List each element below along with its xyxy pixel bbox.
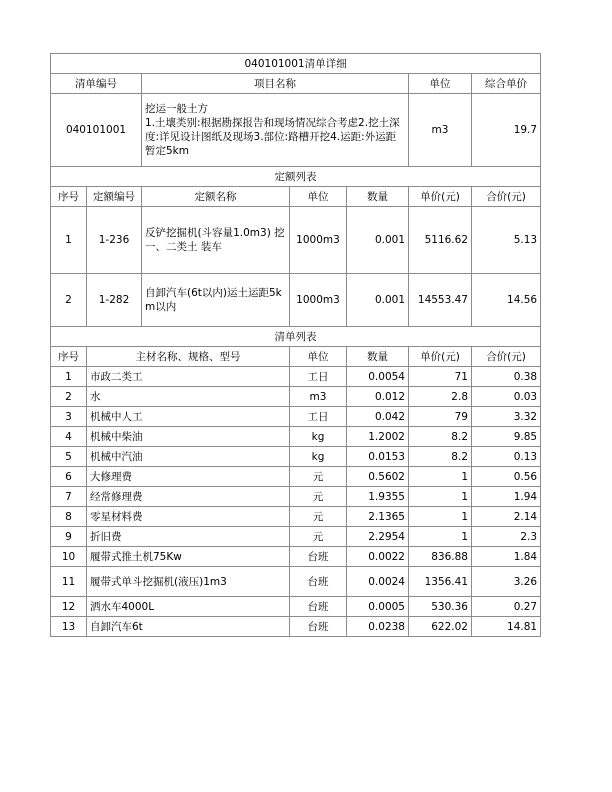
material-seq: 12 — [51, 597, 87, 617]
material-unit-price: 1 — [409, 507, 472, 527]
bill-unit-header: 单位 — [409, 74, 472, 94]
material-name: 机械中人工 — [87, 407, 290, 427]
quota-total: 5.13 — [472, 207, 541, 274]
bill-price-header: 综合单价 — [472, 74, 541, 94]
quota-unit-price-header: 单价(元) — [409, 187, 472, 207]
quota-total: 14.56 — [472, 274, 541, 327]
material-total: 1.84 — [472, 547, 541, 567]
material-row — [51, 387, 541, 407]
material-qty: 0.0238 — [347, 617, 409, 637]
material-qty: 1.2002 — [347, 427, 409, 447]
quota-seq: 1 — [51, 207, 87, 274]
material-seq: 7 — [51, 487, 87, 507]
material-qty-header: 数量 — [347, 347, 409, 367]
material-name: 经常修理费 — [87, 487, 290, 507]
material-name: 机械中汽油 — [87, 447, 290, 467]
material-unit: 台班 — [290, 617, 347, 637]
material-seq: 4 — [51, 427, 87, 447]
quota-unit-header: 单位 — [290, 187, 347, 207]
material-unit: 台班 — [290, 547, 347, 567]
material-seq: 3 — [51, 407, 87, 427]
material-name: 折旧费 — [87, 527, 290, 547]
material-qty: 2.1365 — [347, 507, 409, 527]
material-unit: m3 — [290, 387, 347, 407]
material-seq: 5 — [51, 447, 87, 467]
material-total: 0.13 — [472, 447, 541, 467]
material-seq: 8 — [51, 507, 87, 527]
quota-qty: 0.001 — [347, 207, 409, 274]
bill-code-header: 清单编号 — [51, 74, 142, 94]
material-unit: 元 — [290, 487, 347, 507]
material-unit-price: 8.2 — [409, 447, 472, 467]
quota-unit-price: 5116.62 — [409, 207, 472, 274]
material-header-row — [51, 347, 541, 367]
material-row — [51, 527, 541, 547]
material-unit: 台班 — [290, 597, 347, 617]
material-row — [51, 547, 541, 567]
quota-unit: 1000m3 — [290, 207, 347, 274]
material-row — [51, 427, 541, 447]
material-name: 零星材料费 — [87, 507, 290, 527]
quota-unit: 1000m3 — [290, 274, 347, 327]
bill-detail-table — [50, 53, 541, 637]
material-qty: 0.0153 — [347, 447, 409, 467]
quota-code: 1-236 — [87, 207, 142, 274]
quota-section-title: 定额列表 — [51, 167, 541, 187]
quota-seq-header: 序号 — [51, 187, 87, 207]
bill-header-row — [51, 74, 541, 94]
material-total: 14.81 — [472, 617, 541, 637]
material-total: 3.26 — [472, 567, 541, 597]
quota-seq: 2 — [51, 274, 87, 327]
material-unit-price: 1 — [409, 487, 472, 507]
material-qty: 2.2954 — [347, 527, 409, 547]
material-seq: 11 — [51, 567, 87, 597]
material-qty: 1.9355 — [347, 487, 409, 507]
material-row — [51, 447, 541, 467]
material-name: 水 — [87, 387, 290, 407]
title-row — [51, 54, 541, 74]
material-unit-price: 8.2 — [409, 427, 472, 447]
material-total: 0.56 — [472, 467, 541, 487]
bill-price: 19.7 — [472, 94, 541, 167]
material-qty: 0.0024 — [347, 567, 409, 597]
table-title: 040101001清单详细 — [51, 54, 541, 74]
material-total: 2.3 — [472, 527, 541, 547]
material-qty: 0.5602 — [347, 467, 409, 487]
material-seq-header: 序号 — [51, 347, 87, 367]
material-row — [51, 407, 541, 427]
quota-row — [51, 274, 541, 327]
material-row — [51, 567, 541, 597]
material-row — [51, 467, 541, 487]
material-seq: 1 — [51, 367, 87, 387]
bill-code: 040101001 — [51, 94, 142, 167]
material-unit: 台班 — [290, 567, 347, 597]
quota-qty-header: 数量 — [347, 187, 409, 207]
material-name: 自卸汽车6t — [87, 617, 290, 637]
material-qty: 0.0022 — [347, 547, 409, 567]
material-unit-price: 530.36 — [409, 597, 472, 617]
material-seq: 13 — [51, 617, 87, 637]
material-list — [51, 367, 541, 637]
quota-row — [51, 207, 541, 274]
material-total: 1.94 — [472, 487, 541, 507]
bill-row — [51, 94, 541, 167]
bill-unit: m3 — [409, 94, 472, 167]
material-unit-price: 836.88 — [409, 547, 472, 567]
material-row — [51, 617, 541, 637]
material-total-header: 合价(元) — [472, 347, 541, 367]
material-total: 3.32 — [472, 407, 541, 427]
material-qty: 0.0054 — [347, 367, 409, 387]
quota-code-header: 定额编号 — [87, 187, 142, 207]
quota-name: 反铲挖掘机(斗容量1.0m3) 挖一、二类土 装车 — [142, 207, 290, 274]
material-unit: 元 — [290, 507, 347, 527]
material-unit: 工日 — [290, 367, 347, 387]
material-unit: 元 — [290, 467, 347, 487]
material-unit-price: 1 — [409, 467, 472, 487]
material-name-header: 主材名称、规格、型号 — [87, 347, 290, 367]
material-seq: 9 — [51, 527, 87, 547]
material-row — [51, 367, 541, 387]
material-total: 0.38 — [472, 367, 541, 387]
material-unit-price-header: 单价(元) — [409, 347, 472, 367]
material-total: 2.14 — [472, 507, 541, 527]
quota-unit-price: 14553.47 — [409, 274, 472, 327]
material-row — [51, 597, 541, 617]
material-section-title: 清单列表 — [51, 327, 541, 347]
material-unit-price: 1 — [409, 527, 472, 547]
material-seq: 6 — [51, 467, 87, 487]
bill-name-header: 项目名称 — [142, 74, 409, 94]
quota-name: 自卸汽车(6t以内)运土运距5km以内 — [142, 274, 290, 327]
material-name: 洒水车4000L — [87, 597, 290, 617]
material-unit-price: 622.02 — [409, 617, 472, 637]
quota-header-row — [51, 187, 541, 207]
material-row — [51, 487, 541, 507]
material-unit-price: 79 — [409, 407, 472, 427]
quota-code: 1-282 — [87, 274, 142, 327]
material-row — [51, 507, 541, 527]
quota-section-row — [51, 167, 541, 187]
material-name: 履带式推土机75Kw — [87, 547, 290, 567]
material-name: 机械中柴油 — [87, 427, 290, 447]
material-name: 履带式单斗挖掘机(液压)1m3 — [87, 567, 290, 597]
material-total: 0.27 — [472, 597, 541, 617]
material-unit-price: 71 — [409, 367, 472, 387]
material-seq: 10 — [51, 547, 87, 567]
material-unit-price: 2.8 — [409, 387, 472, 407]
material-qty: 0.042 — [347, 407, 409, 427]
material-total: 0.03 — [472, 387, 541, 407]
material-qty: 0.012 — [347, 387, 409, 407]
quota-total-header: 合价(元) — [472, 187, 541, 207]
material-seq: 2 — [51, 387, 87, 407]
material-section-row — [51, 327, 541, 347]
material-unit: 元 — [290, 527, 347, 547]
material-total: 9.85 — [472, 427, 541, 447]
material-unit: kg — [290, 447, 347, 467]
quota-qty: 0.001 — [347, 274, 409, 327]
material-qty: 0.0005 — [347, 597, 409, 617]
material-unit-price: 1356.41 — [409, 567, 472, 597]
material-unit-header: 单位 — [290, 347, 347, 367]
bill-name: 挖运一般土方 1.土壤类别:根据勘探报告和现场情况综合考虑2.挖土深度:详见设计图纸及现场3.部位:路槽开挖4.运距:外运距暂定5km — [142, 94, 409, 167]
material-name: 市政二类工 — [87, 367, 290, 387]
material-unit: kg — [290, 427, 347, 447]
quota-name-header: 定额名称 — [142, 187, 290, 207]
material-unit: 工日 — [290, 407, 347, 427]
material-name: 大修理费 — [87, 467, 290, 487]
